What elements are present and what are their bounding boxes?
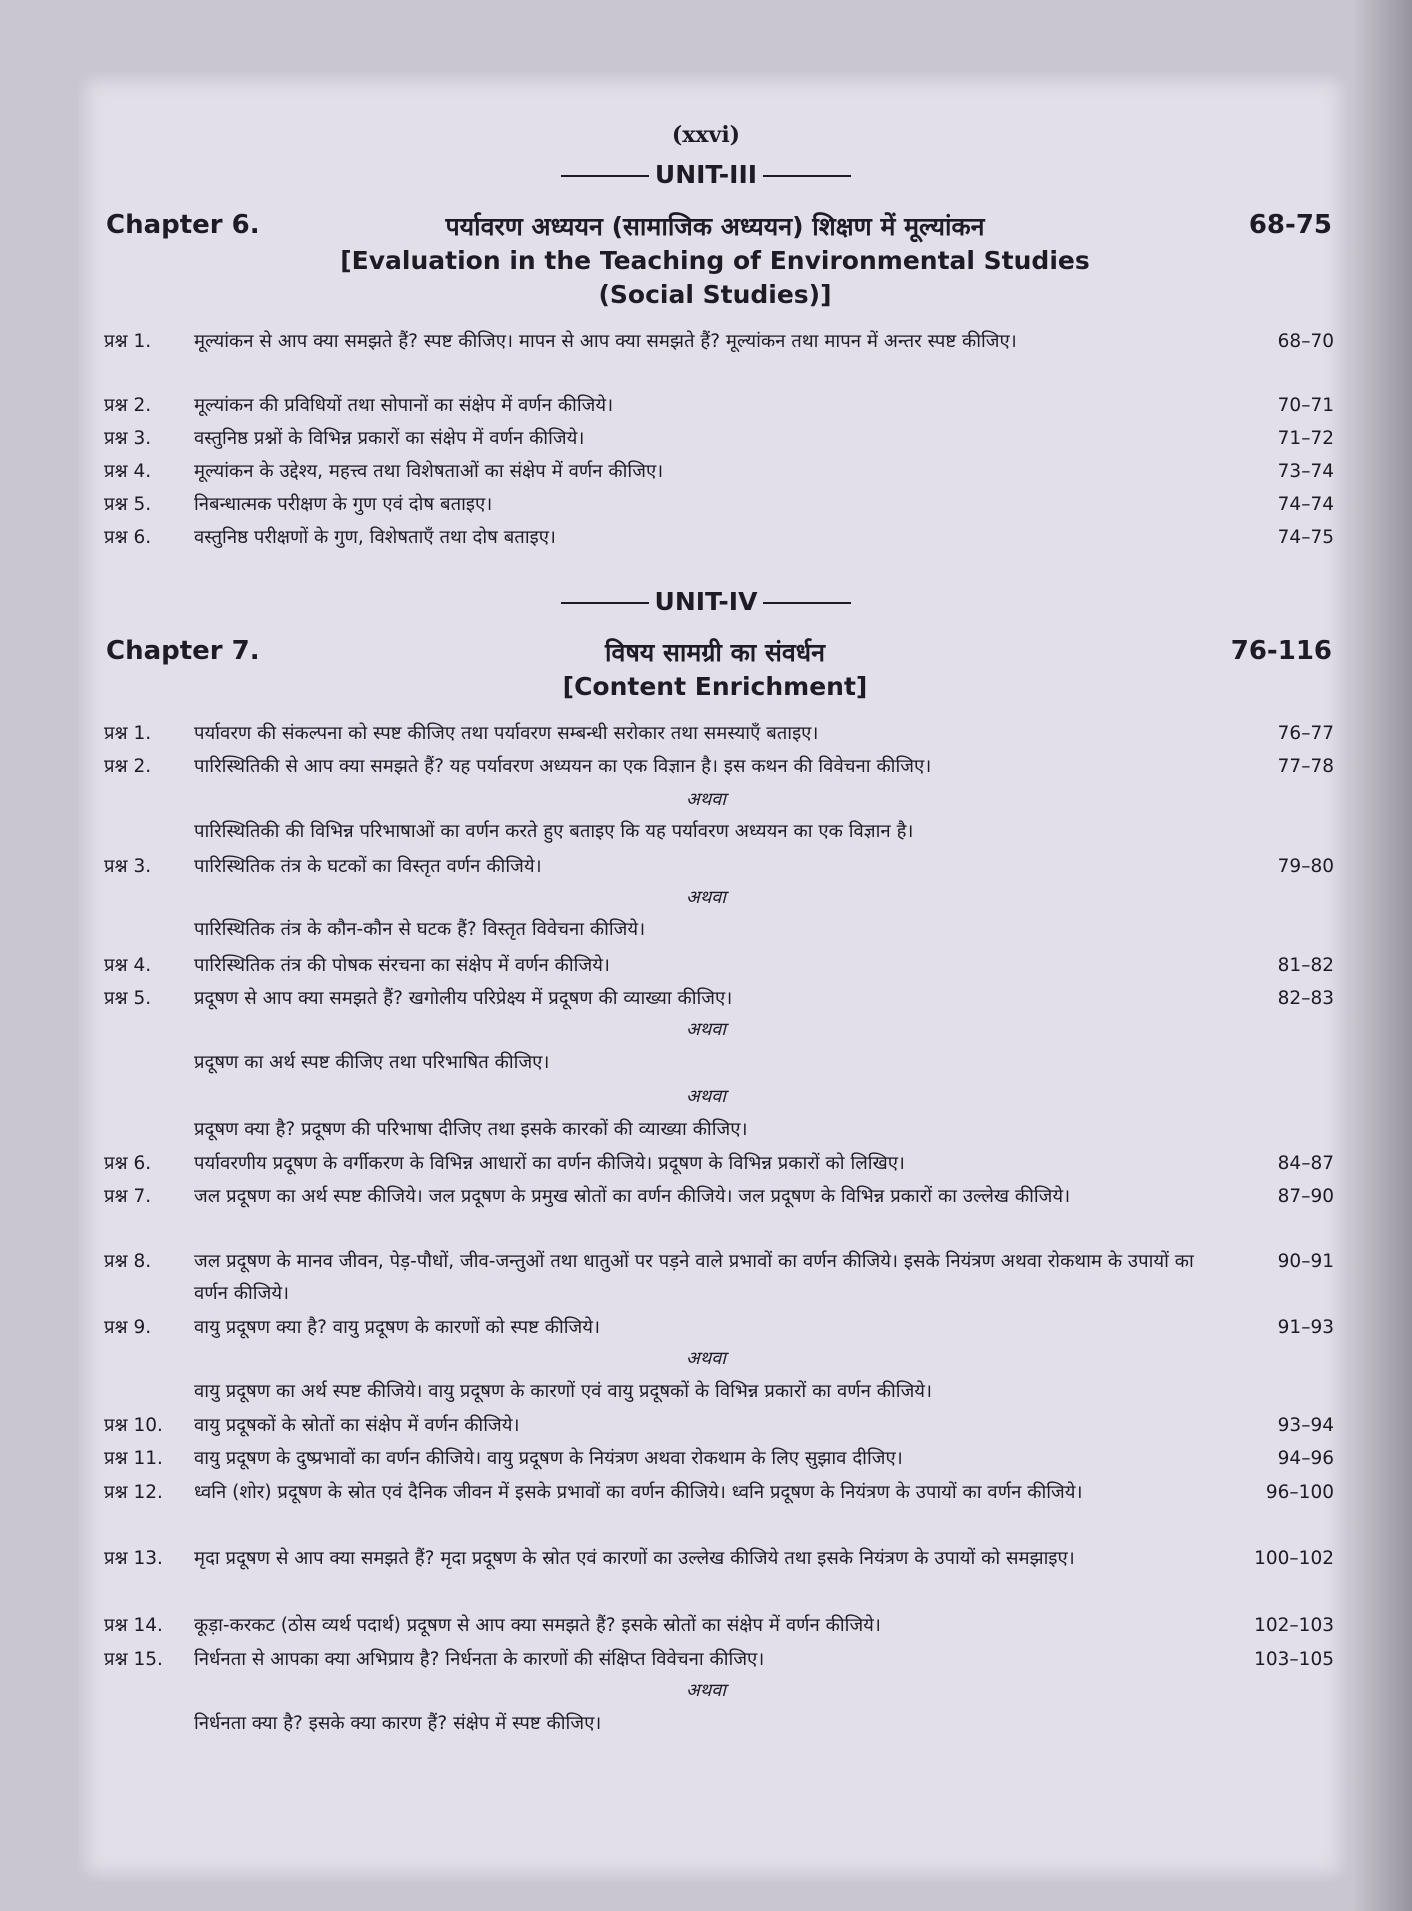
question-row [104,1181,1334,1213]
question-number: प्रश्न 15. [104,1649,163,1670]
question-number: प्रश्न 2. [104,756,152,777]
question-row [104,718,1334,750]
question-pages: 76–77 [1277,723,1334,744]
question-pages: 103–105 [1254,1649,1334,1670]
heading-rule [763,175,851,177]
question-row [104,1644,1334,1676]
question-row [104,1312,1334,1344]
question-number: प्रश्न 1. [104,723,152,744]
question-row [104,1246,1334,1310]
question-text: पर्यावरणीय प्रदूषण के वर्गीकरण के विभिन्न आधारों का वर्णन कीजिये। प्रदूषण के विभिन्न प्रकारों को लिखिए। [194,1153,905,1174]
unit-title: UNIT-IV [654,587,758,616]
heading-rule [561,175,649,177]
question-pages: 102–103 [1254,1615,1334,1636]
question-text: पारिस्थितिक तंत्र की पोषक संरचना का संक्षेप में वर्णन कीजिये। [194,955,610,976]
question-number: प्रश्न 14. [104,1615,163,1636]
question-text: मूल्यांकन की प्रविधियों तथा सोपानों का संक्षेप में वर्णन कीजिये। [194,395,614,416]
question-pages: 81–82 [1277,955,1334,976]
chapter-title-english: [Content Enrichment] [562,672,868,701]
question-row [104,950,1334,982]
question-row [104,456,1334,488]
question-pages: 70–71 [1277,395,1334,416]
question-number: प्रश्न 4. [104,461,152,482]
question-text: वस्तुनिष्ठ प्रश्नों के विभिन्न प्रकारों का संक्षेप में वर्णन कीजिये। [194,428,585,449]
question-text: कूड़ा-करकट (ठोस व्यर्थ पदार्थ) प्रदूषण से आप क्या समझते हैं? इसके स्रोतों का संक्षेप में वर्णन कीजिये। [194,1615,881,1636]
question-pages: 96–100 [1265,1482,1334,1503]
question-alternative: पारिस्थितिक तंत्र के कौन-कौन से घटक हैं? विस्तृत विवेचना कीजिये। [194,919,646,940]
question-row [104,1410,1334,1442]
question-text: ध्वनि (शोर) प्रदूषण के स्रोत एवं दैनिक जीवन में इसके प्रभावों का वर्णन कीजिये। ध्वनि प्रदूषण के नियंत्रण के उपायों का वर्णन कीजिये। [194,1482,1083,1503]
athva-separator: अथवा [686,1086,726,1107]
question-text: वायु प्रदूषकों के स्रोतों का संक्षेप में वर्णन कीजिये। [194,1415,520,1436]
question-row [104,489,1334,521]
question-number: प्रश्न 6. [104,527,152,548]
question-number: प्रश्न 13. [104,1548,163,1569]
question-row [104,1148,1334,1180]
question-pages: 93–94 [1277,1415,1334,1436]
question-text: प्रदूषण से आप क्या समझते हैं? खगोलीय परिप्रेक्ष्य में प्रदूषण की व्याख्या कीजिए। [194,988,733,1009]
chapter-title [200,210,1230,312]
question-row [104,751,1334,783]
question-row [104,983,1334,1015]
question-text: पारिस्थितिक तंत्र के घटकों का विस्तृत वर्णन कीजिये। [194,856,542,877]
question-row [104,1543,1334,1575]
chapter-title-hindi: पर्यावरण अध्ययन (सामाजिक अध्ययन) शिक्षण में मूल्यांकन [445,212,985,241]
athva-separator: अथवा [686,1680,726,1701]
question-text: वायु प्रदूषण क्या है? वायु प्रदूषण के कारणों को स्पष्ट कीजिये। [194,1317,601,1338]
athva-separator: अथवा [686,1348,726,1369]
question-number: प्रश्न 4. [104,955,152,976]
question-number: प्रश्न 2. [104,395,152,416]
chapter-pages: 76-116 [1230,636,1332,666]
chapter-title-english: (Social Studies)] [598,280,832,309]
question-alternative: पारिस्थितिकी की विभिन्न परिभाषाओं का वर्णन करते हुए बताइए कि यह पर्यावरण अध्ययन का एक विज्ञान है। [194,821,914,842]
page-edge-shadow [1352,0,1412,1911]
question-number: प्रश्न 12. [104,1482,163,1503]
question-pages: 90–91 [1277,1251,1334,1272]
athva-separator: अथवा [686,887,726,908]
question-number: प्रश्न 3. [104,428,152,449]
question-number: प्रश्न 3. [104,856,152,877]
question-number: प्रश्न 5. [104,494,152,515]
heading-rule [561,602,649,604]
athva-separator: अथवा [686,1019,726,1040]
heading-rule [763,602,851,604]
question-number: प्रश्न 11. [104,1448,163,1469]
question-text: निबन्धात्मक परीक्षण के गुण एवं दोष बताइए। [194,494,493,515]
question-text: निर्धनता से आपका क्या अभिप्राय है? निर्धनता के कारणों की संक्षिप्त विवेचना कीजिए। [194,1649,765,1670]
chapter-title-english: [Evaluation in the Teaching of Environmental Studies [340,246,1090,275]
question-number: प्रश्न 10. [104,1415,163,1436]
question-pages: 73–74 [1277,461,1334,482]
question-pages: 100–102 [1254,1548,1334,1569]
question-text: पारिस्थितिकी से आप क्या समझते हैं? यह पर्यावरण अध्ययन का एक विज्ञान है। इस कथन की विवेचना कीजिए। [194,756,932,777]
question-pages: 82–83 [1277,988,1334,1009]
question-alternative: निर्धनता क्या है? इसके क्या कारण हैं? संक्षेप में स्पष्ट कीजिए। [194,1713,602,1734]
chapter-label: Chapter 7. [106,636,260,666]
question-number: प्रश्न 9. [104,1317,152,1338]
unit-heading [0,587,1412,616]
unit-title: UNIT-III [654,160,758,189]
question-pages: 68–70 [1277,331,1334,352]
question-pages: 94–96 [1277,1448,1334,1469]
question-pages: 84–87 [1277,1153,1334,1174]
chapter-label: Chapter 6. [106,210,260,240]
question-row [104,326,1334,358]
question-number: प्रश्न 1. [104,331,152,352]
question-row [104,1477,1334,1509]
unit-heading [0,160,1412,189]
chapter-title-hindi: विषय सामग्री का संवर्धन [604,638,826,667]
question-number: प्रश्न 7. [104,1186,152,1207]
question-alternative: प्रदूषण क्या है? प्रदूषण की परिभाषा दीजिए तथा इसके कारकों की व्याख्या कीजिए। [194,1119,748,1140]
question-row [104,1610,1334,1642]
question-text: जल प्रदूषण के मानव जीवन, पेड़-पौधों, जीव-जन्तुओं तथा धातुओं पर पड़ने वाले प्रभावों का वर्णन कीजिये। इसके नियंत्रण अथवा रोकथाम के उपायों का वर्णन कीजिये। [194,1251,1194,1304]
question-pages: 74–74 [1277,494,1334,515]
question-text: वस्तुनिष्ठ परीक्षणों के गुण, विशेषताएँ तथा दोष बताइए। [194,527,556,548]
question-row [104,423,1334,455]
question-pages: 87–90 [1277,1186,1334,1207]
question-text: मूल्यांकन से आप क्या समझते हैं? स्पष्ट कीजिए। मापन से आप क्या समझते हैं? मूल्यांकन तथा मापन में अन्तर स्पष्ट कीजिए। [194,331,1017,352]
question-pages: 77–78 [1277,756,1334,777]
chapter-pages: 68-75 [1248,210,1332,240]
question-row [104,522,1334,554]
question-text: मूल्यांकन के उद्देश्य, महत्त्व तथा विशेषताओं का संक्षेप में वर्णन कीजिए। [194,461,664,482]
question-text: जल प्रदूषण का अर्थ स्पष्ट कीजिये। जल प्रदूषण के प्रमुख स्रोतों का वर्णन कीजिये। जल प्रदूषण के विभिन्न प्रकारों का उल्लेख कीजिये। [194,1186,1071,1207]
question-text: पर्यावरण की संकल्पना को स्पष्ट कीजिए तथा पर्यावरण सम्बन्धी सरोकार तथा समस्याएँ बताइए। [194,723,819,744]
question-pages: 71–72 [1277,428,1334,449]
chapter-title [200,636,1230,704]
page-number: (xxvi) [671,122,741,148]
question-pages: 91–93 [1277,1317,1334,1338]
question-row [104,390,1334,422]
question-row [104,1443,1334,1475]
question-text: मृदा प्रदूषण से आप क्या समझते हैं? मृदा प्रदूषण के स्रोत एवं कारणों का उल्लेख कीजिये तथा इसके नियंत्रण के उपायों को समझाइए। [194,1548,1075,1569]
question-alternative: प्रदूषण का अर्थ स्पष्ट कीजिए तथा परिभाषित कीजिए। [194,1052,550,1073]
question-pages: 74–75 [1277,527,1334,548]
question-number: प्रश्न 6. [104,1153,152,1174]
question-pages: 79–80 [1277,856,1334,877]
question-alternative: वायु प्रदूषण का अर्थ स्पष्ट कीजिये। वायु प्रदूषण के कारणों एवं वायु प्रदूषकों के विभिन्न प्रकारों का वर्णन कीजिये। [194,1381,933,1402]
question-number: प्रश्न 8. [104,1251,152,1272]
athva-separator: अथवा [686,789,726,810]
question-number: प्रश्न 5. [104,988,152,1009]
question-text: वायु प्रदूषण के दुष्प्रभावों का वर्णन कीजिये। वायु प्रदूषण के नियंत्रण अथवा रोकथाम के लिए सुझाव दीजिए। [194,1448,903,1469]
question-row [104,851,1334,883]
